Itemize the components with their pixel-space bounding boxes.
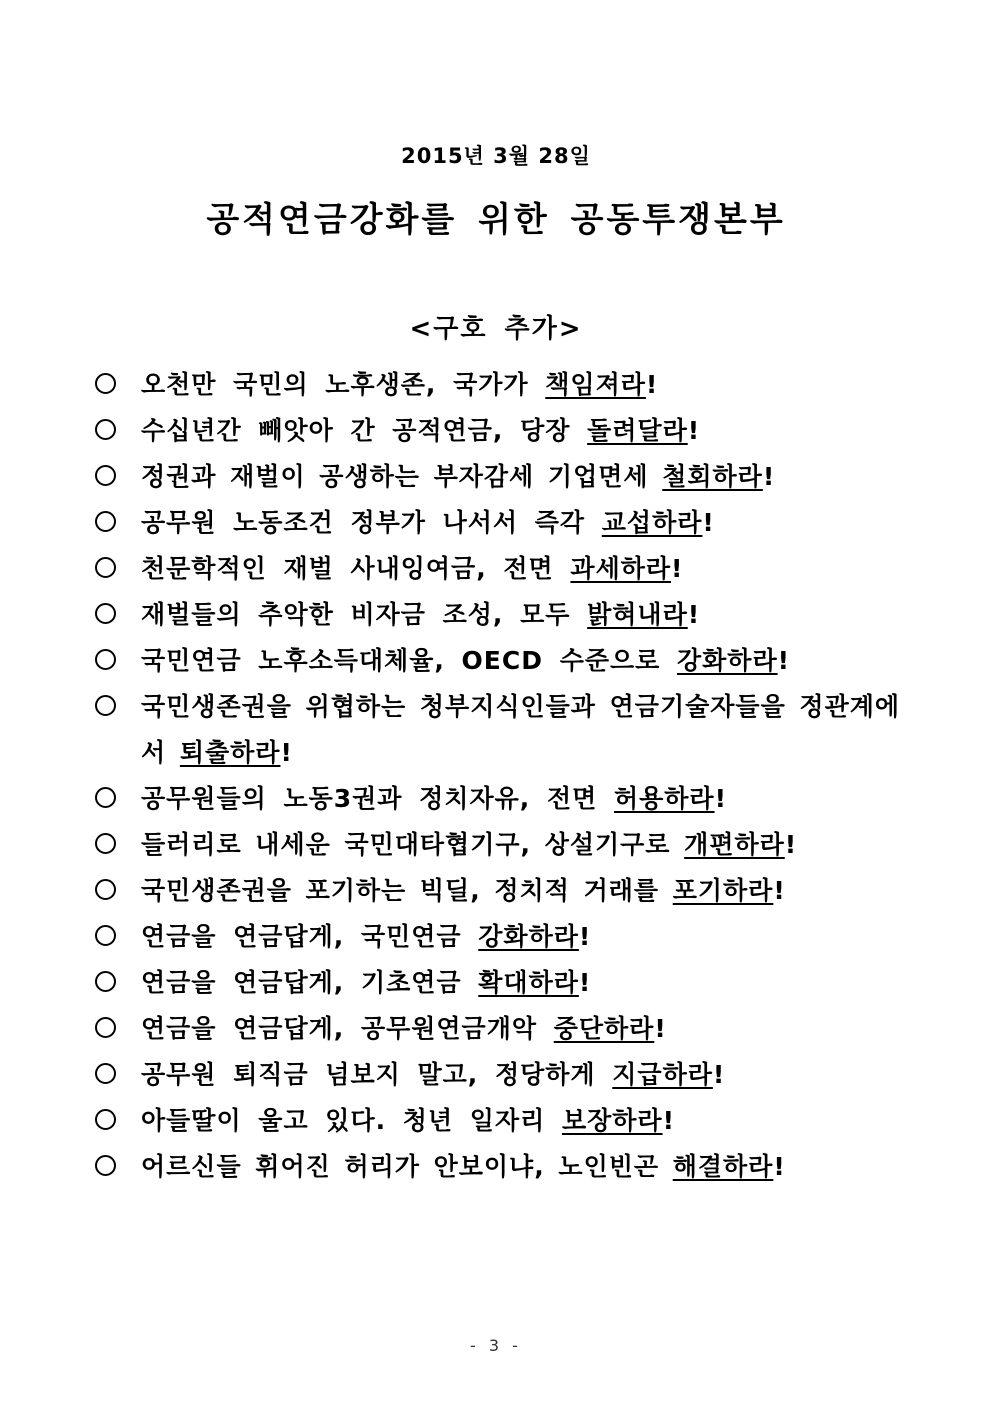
- slogan-text: 연금을 연금답게, 기초연금: [141, 968, 479, 997]
- slogan-suffix: !: [687, 416, 701, 445]
- circle-bullet-icon: [95, 1017, 116, 1038]
- slogan-suffix: !: [773, 1152, 786, 1181]
- slogan-item: [95, 960, 905, 1006]
- slogan-emphasis: 포기하라: [672, 876, 774, 905]
- circle-bullet-icon: [95, 787, 116, 808]
- slogan-item: [95, 776, 905, 822]
- slogan-emphasis: 책임져라: [545, 370, 646, 399]
- document-title: 공적연금강화를 위한 공동투쟁본부: [206, 200, 786, 240]
- slogan-item: [95, 408, 905, 454]
- slogan-item: [95, 546, 905, 592]
- circle-bullet-icon: [95, 1109, 116, 1130]
- slogan-text: 국민생존권을 포기하는 빅딜, 정치적 거래를: [141, 876, 673, 905]
- slogan-text: 연금을 연금답게, 국민연금: [141, 922, 479, 951]
- circle-bullet-icon: [95, 1063, 116, 1084]
- slogan-text: 정권과 재벌이 공생하는 부자감세 기업면세: [141, 462, 663, 491]
- slogan-emphasis: 허용하라: [613, 784, 715, 813]
- slogan-emphasis: 지급하라: [612, 1060, 713, 1089]
- circle-bullet-icon: [95, 879, 116, 900]
- slogan-suffix: !: [578, 968, 592, 997]
- slogan-suffix: !: [777, 646, 791, 675]
- circle-bullet-icon: [95, 557, 116, 578]
- slogan-suffix: !: [662, 1106, 675, 1135]
- slogan-list: [95, 362, 905, 1190]
- slogan-suffix: !: [714, 784, 727, 813]
- slogan-emphasis: 확대하라: [478, 968, 579, 997]
- page-number: - 3 -: [470, 1336, 522, 1355]
- slogan-text: 어르신들 휘어진 허리가 안보이냐, 노인빈곤: [141, 1152, 673, 1181]
- slogan-suffix: !: [762, 462, 776, 491]
- slogan-item: [95, 822, 905, 868]
- slogan-suffix: !: [784, 830, 798, 859]
- slogan-suffix: !: [280, 738, 293, 767]
- slogan-text: 아들딸이 울고 있다. 청년 일자리: [141, 1106, 562, 1135]
- circle-bullet-icon: [95, 603, 116, 624]
- slogan-item: [95, 914, 905, 960]
- slogan-text: 오천만 국민의 노후생존, 국가가: [141, 370, 546, 399]
- slogan-emphasis: 교섭하라: [601, 508, 703, 537]
- slogan-item: [95, 1006, 905, 1052]
- slogan-item: [95, 684, 905, 776]
- slogan-item: [95, 592, 905, 638]
- circle-bullet-icon: [95, 971, 116, 992]
- slogan-emphasis: 과세하라: [570, 554, 672, 583]
- slogan-text: 수십년간 빼앗아 간 공적연금, 당장: [141, 416, 588, 445]
- slogan-suffix: !: [671, 554, 684, 583]
- slogan-suffix: !: [773, 876, 786, 905]
- slogan-emphasis: 개편하라: [684, 830, 785, 859]
- slogan-suffix: !: [654, 1014, 667, 1043]
- slogan-emphasis: 철회하라: [662, 462, 763, 491]
- slogan-item: [95, 362, 905, 408]
- slogan-text: 재벌들의 추악한 비자금 조성, 모두: [141, 600, 588, 629]
- slogan-item: [95, 500, 905, 546]
- slogan-suffix: !: [702, 508, 715, 537]
- circle-bullet-icon: [95, 465, 116, 486]
- slogan-text: 국민연금 노후소득대체율, OECD 수준으로: [141, 646, 677, 675]
- slogan-text: 천문학적인 재벌 사내잉여금, 전면: [141, 554, 571, 583]
- circle-bullet-icon: [95, 419, 116, 440]
- slogan-text: 연금을 연금답게, 공무원연금개악: [141, 1014, 554, 1043]
- slogan-emphasis: 중단하라: [553, 1014, 655, 1043]
- slogan-emphasis: 돌려달라: [587, 416, 688, 445]
- circle-bullet-icon: [95, 511, 116, 532]
- slogan-text: 공무원 노동조건 정부가 나서서 즉각: [141, 508, 602, 537]
- slogan-emphasis: 강화하라: [478, 922, 579, 951]
- slogan-item: [95, 868, 905, 914]
- circle-bullet-icon: [95, 925, 116, 946]
- slogan-suffix: !: [645, 370, 659, 399]
- document-date: 2015년 3월 28일: [401, 144, 591, 168]
- slogan-emphasis: 강화하라: [677, 646, 778, 675]
- slogan-item: [95, 1052, 905, 1098]
- section-heading: <구호 추가>: [409, 314, 583, 344]
- slogan-suffix: !: [712, 1060, 726, 1089]
- circle-bullet-icon: [95, 833, 116, 854]
- circle-bullet-icon: [95, 1155, 116, 1176]
- circle-bullet-icon: [95, 695, 116, 716]
- slogan-emphasis: 해결하라: [672, 1152, 774, 1181]
- slogan-text: 들러리로 내세운 국민대타협기구, 상설기구로: [141, 830, 685, 859]
- slogan-item: [95, 454, 905, 500]
- slogan-text: 공무원들의 노동3권과 정치자유, 전면: [141, 784, 614, 813]
- slogan-item: [95, 1144, 905, 1190]
- slogan-text: 국민생존권을 위협하는 청부지식인들과 연금기술자들을 정관계에서: [141, 692, 901, 767]
- slogan-item: [95, 1098, 905, 1144]
- slogan-suffix: !: [578, 922, 592, 951]
- slogan-text: 공무원 퇴직금 넘보지 말고, 정당하게: [141, 1060, 613, 1089]
- circle-bullet-icon: [95, 649, 116, 670]
- slogan-emphasis: 밝혀내라: [587, 600, 688, 629]
- slogan-suffix: !: [687, 600, 701, 629]
- circle-bullet-icon: [95, 373, 116, 394]
- slogan-emphasis: 보장하라: [561, 1106, 663, 1135]
- slogan-item: [95, 638, 905, 684]
- slogan-emphasis: 퇴출하라: [179, 738, 281, 767]
